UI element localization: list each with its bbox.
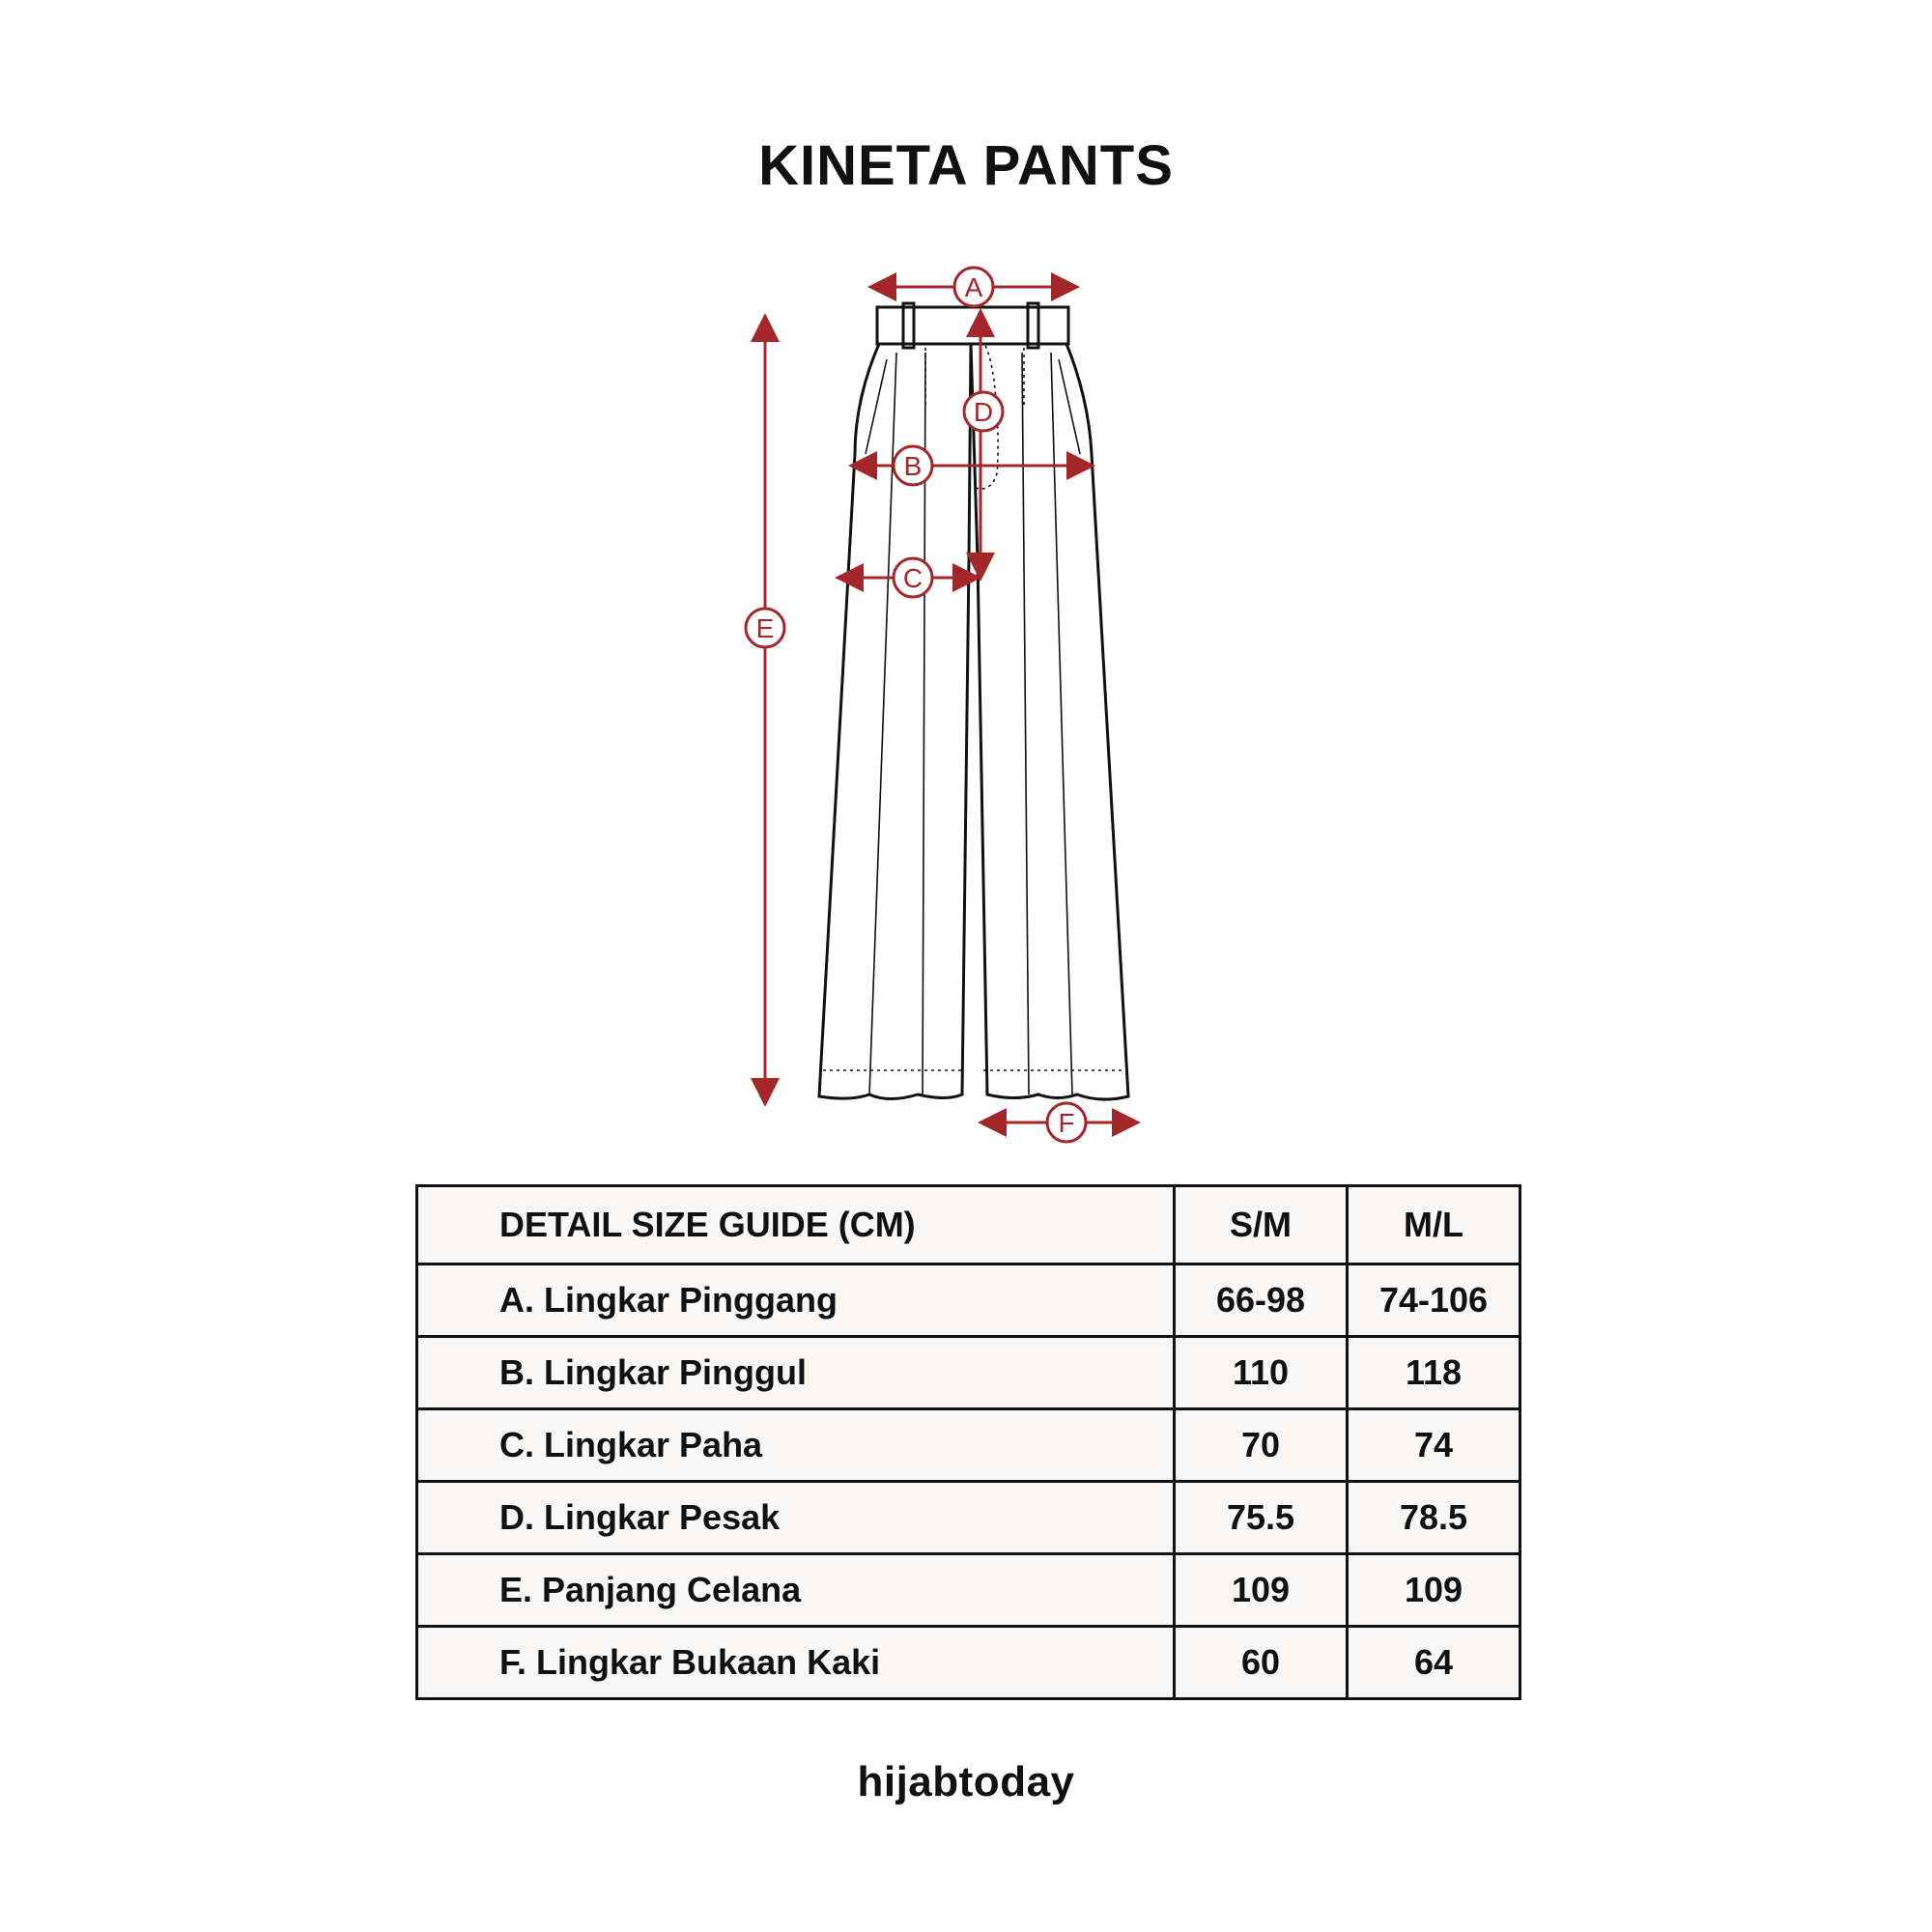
row-label: C. Lingkar Paha [417, 1409, 1175, 1482]
row-label: F. Lingkar Bukaan Kaki [417, 1627, 1175, 1699]
marker-f-label: F [1058, 1108, 1075, 1138]
header-detail: DETAIL SIZE GUIDE (CM) [417, 1186, 1175, 1264]
row-ml-value: 64 [1348, 1627, 1520, 1699]
marker-a [954, 268, 993, 306]
header-sm: S/M [1175, 1186, 1348, 1264]
table-row [417, 1409, 1520, 1482]
row-ml-value: 74 [1348, 1409, 1520, 1482]
table-row [417, 1337, 1520, 1409]
marker-e [746, 609, 784, 647]
row-label: B. Lingkar Pinggul [417, 1337, 1175, 1409]
marker-a-label: A [964, 272, 983, 302]
table-row [417, 1627, 1520, 1699]
marker-c [894, 558, 932, 597]
row-label: E. Panjang Celana [417, 1554, 1175, 1627]
table-row [417, 1482, 1520, 1554]
marker-b-label: B [903, 451, 923, 481]
row-ml-value: 118 [1348, 1337, 1520, 1409]
measurement-lines [765, 287, 1135, 1122]
row-ml-value: 74-106 [1348, 1264, 1520, 1337]
row-sm-value: 109 [1175, 1554, 1348, 1627]
page-title: KINETA PANTS [758, 134, 1174, 197]
header-ml: M/L [1348, 1186, 1520, 1264]
row-ml-value: 109 [1348, 1554, 1520, 1627]
row-sm-value: 60 [1175, 1627, 1348, 1699]
row-label: D. Lingkar Pesak [417, 1482, 1175, 1554]
row-ml-value: 78.5 [1348, 1482, 1520, 1554]
row-sm-value: 75.5 [1175, 1482, 1348, 1554]
pants-diagram [715, 256, 1159, 1159]
marker-b [894, 446, 932, 485]
row-sm-value: 110 [1175, 1337, 1348, 1409]
brand-logo: hijabtoday [857, 1758, 1075, 1805]
marker-f [1047, 1103, 1086, 1142]
marker-d [964, 392, 1003, 431]
table-row [417, 1264, 1520, 1337]
marker-c-label: C [902, 563, 923, 593]
row-sm-value: 70 [1175, 1409, 1348, 1482]
pants-illustration [715, 256, 1159, 1159]
row-sm-value: 66-98 [1175, 1264, 1348, 1337]
table-header-row [417, 1186, 1520, 1264]
marker-d-label: D [973, 397, 994, 427]
row-label: A. Lingkar Pinggang [417, 1264, 1175, 1337]
marker-e-label: E [755, 613, 775, 643]
size-guide-table [415, 1184, 1521, 1700]
table-row [417, 1554, 1520, 1627]
